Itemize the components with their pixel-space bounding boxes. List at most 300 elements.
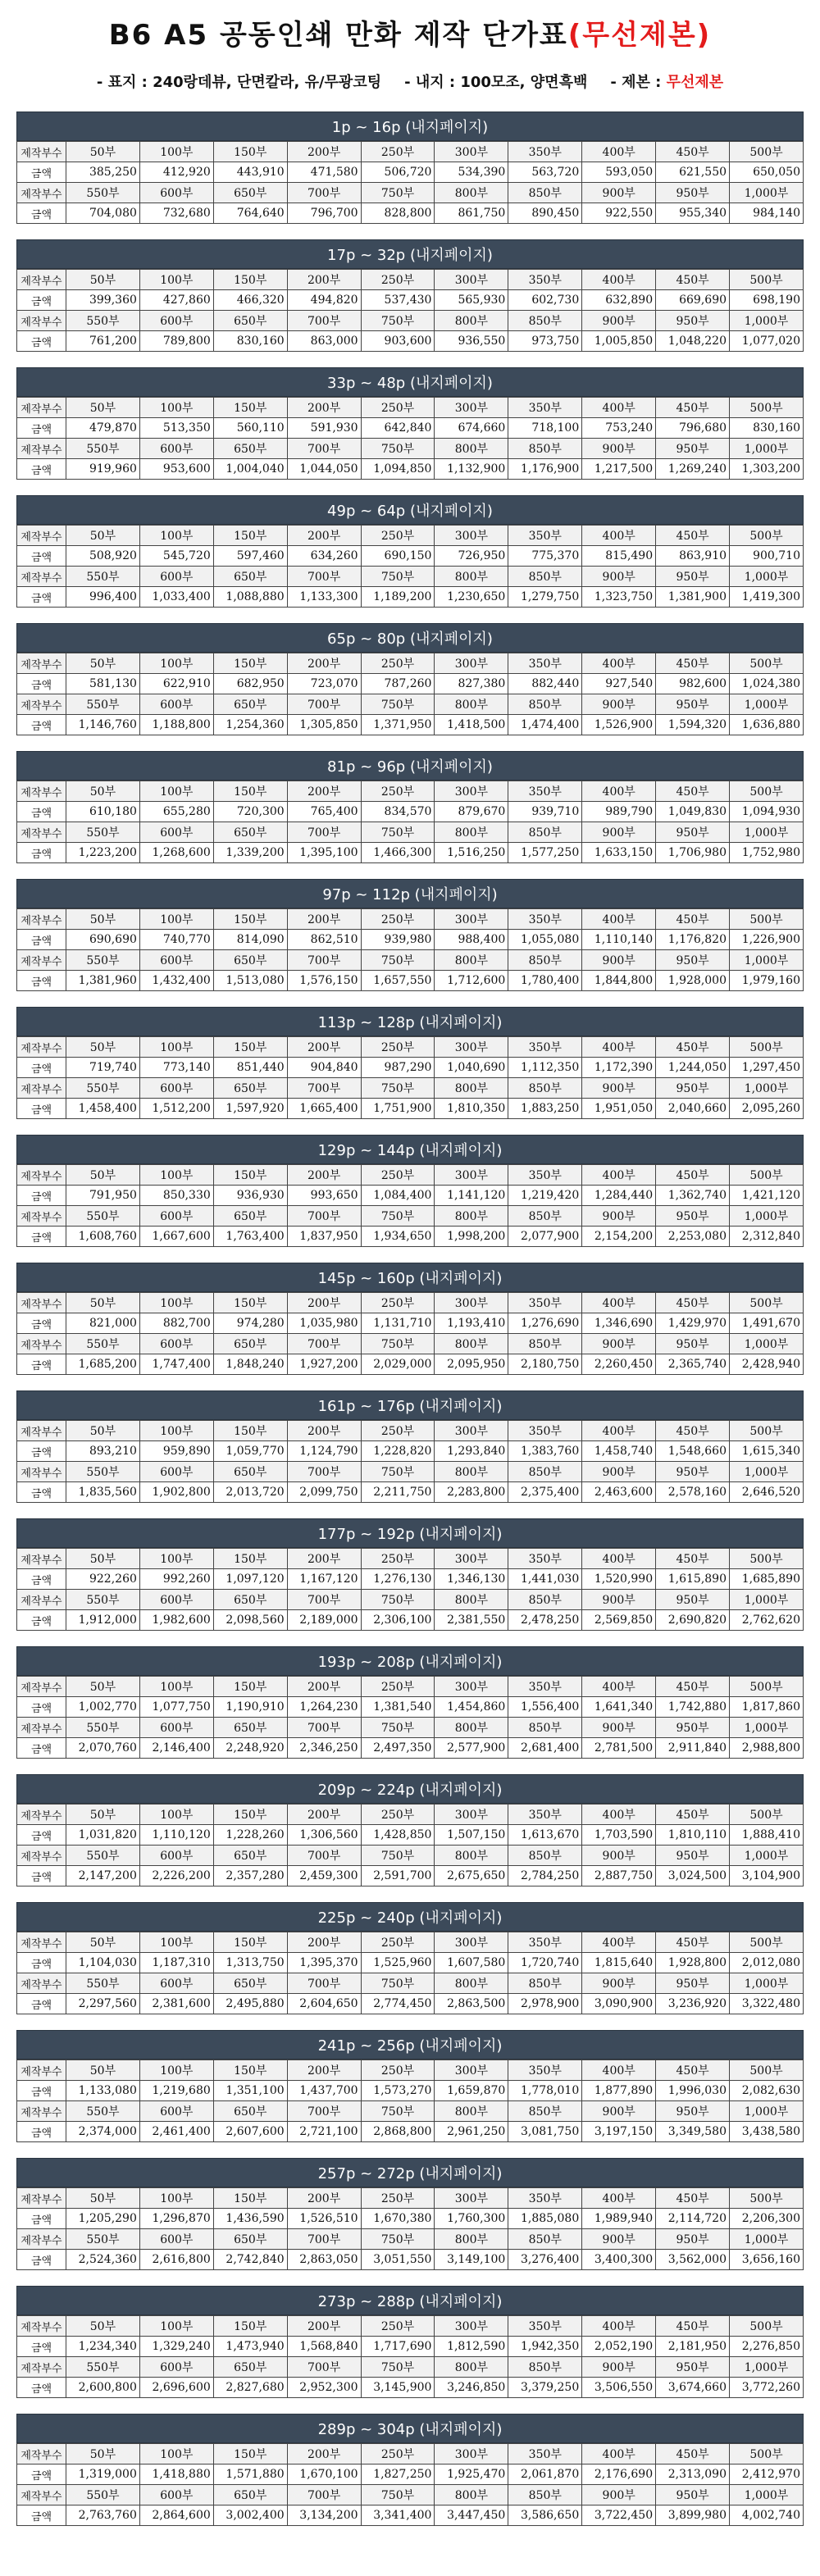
price-cell: 650,050 xyxy=(730,162,804,183)
price-cell: 2,616,800 xyxy=(139,2250,213,2270)
quantity-cell: 400부 xyxy=(582,1037,656,1058)
price-cell: 890,450 xyxy=(508,203,582,224)
quantity-cell: 150부 xyxy=(213,142,287,162)
price-cell: 1,751,900 xyxy=(361,1099,435,1119)
quantity-cell: 650부 xyxy=(213,2229,287,2250)
page-range-header: 161p ~ 176p (내지페이지) xyxy=(16,1390,804,1420)
price-cell: 1,458,400 xyxy=(66,1099,140,1119)
quantity-cell: 350부 xyxy=(508,1421,582,1441)
quantity-cell: 200부 xyxy=(287,142,361,162)
price-row-label: 금액 xyxy=(17,1441,66,1462)
price-cell: 1,381,900 xyxy=(656,587,730,608)
price-cell: 634,260 xyxy=(287,546,361,567)
price-cell: 1,513,080 xyxy=(213,971,287,991)
quantity-cell: 800부 xyxy=(435,1206,508,1227)
price-cell: 761,200 xyxy=(66,331,140,352)
price-cell: 1,474,400 xyxy=(508,715,582,735)
price-cell: 2,604,650 xyxy=(287,1994,361,2014)
quantity-row xyxy=(17,1590,804,1610)
price-cell: 1,526,900 xyxy=(582,715,656,735)
quantity-row xyxy=(17,1206,804,1227)
quantity-cell: 850부 xyxy=(508,1078,582,1099)
price-cell: 974,280 xyxy=(213,1313,287,1334)
quantity-cell: 100부 xyxy=(139,1165,213,1186)
price-row-label: 금액 xyxy=(17,930,66,950)
quantity-cell: 350부 xyxy=(508,1677,582,1697)
quantity-cell: 750부 xyxy=(361,1334,435,1354)
quantity-cell: 800부 xyxy=(435,1846,508,1866)
price-row xyxy=(17,290,804,311)
price-cell: 834,570 xyxy=(361,802,435,822)
price-cell: 851,440 xyxy=(213,1058,287,1078)
price-block xyxy=(16,751,804,879)
quantity-cell: 300부 xyxy=(435,2316,508,2337)
quantity-cell: 550부 xyxy=(66,694,140,715)
price-cell: 534,390 xyxy=(435,162,508,183)
price-cell: 1,928,800 xyxy=(656,1953,730,1973)
price-cell: 1,351,100 xyxy=(213,2081,287,2101)
price-cell: 2,868,800 xyxy=(361,2122,435,2142)
quantity-cell: 400부 xyxy=(582,909,656,930)
price-row xyxy=(17,1825,804,1846)
quantity-cell: 700부 xyxy=(287,1590,361,1610)
quantity-cell: 300부 xyxy=(435,1293,508,1313)
quantity-cell: 650부 xyxy=(213,567,287,587)
quantity-cell: 950부 xyxy=(656,183,730,203)
price-cell: 1,525,960 xyxy=(361,1953,435,1973)
price-cell: 1,024,380 xyxy=(730,674,804,694)
price-cell: 2,781,500 xyxy=(582,1738,656,1759)
quantity-cell: 100부 xyxy=(139,2316,213,2337)
quantity-row xyxy=(17,2357,804,2378)
quantity-cell: 100부 xyxy=(139,270,213,290)
quantity-cell: 300부 xyxy=(435,1932,508,1953)
price-cell: 1,133,080 xyxy=(66,2081,140,2101)
quantity-row xyxy=(17,653,804,674)
price-cell: 3,145,900 xyxy=(361,2378,435,2398)
quantity-cell: 700부 xyxy=(287,567,361,587)
price-cell: 479,870 xyxy=(66,418,140,439)
quantity-cell: 1,000부 xyxy=(730,1973,804,1994)
price-cell: 879,670 xyxy=(435,802,508,822)
qty-row-label: 제작부수 xyxy=(17,2357,66,2378)
quantity-row xyxy=(17,694,804,715)
price-cell: 1,276,130 xyxy=(361,1569,435,1590)
price-cell: 2,428,940 xyxy=(730,1354,804,1375)
price-cell: 1,381,960 xyxy=(66,971,140,991)
quantity-cell: 200부 xyxy=(287,1677,361,1697)
quantity-cell: 700부 xyxy=(287,2101,361,2122)
qty-row-label: 제작부수 xyxy=(17,398,66,418)
price-cell: 2,029,000 xyxy=(361,1354,435,1375)
quantity-cell: 850부 xyxy=(508,183,582,203)
price-row xyxy=(17,930,804,950)
quantity-cell: 700부 xyxy=(287,2229,361,2250)
quantity-cell: 950부 xyxy=(656,694,730,715)
price-table xyxy=(16,2059,804,2142)
price-cell: 2,226,200 xyxy=(139,1866,213,1886)
quantity-cell: 950부 xyxy=(656,1973,730,1994)
price-cell: 3,656,160 xyxy=(730,2250,804,2270)
price-row xyxy=(17,2209,804,2229)
quantity-cell: 800부 xyxy=(435,2485,508,2505)
price-cell: 2,412,970 xyxy=(730,2464,804,2485)
price-cell: 2,365,740 xyxy=(656,1354,730,1375)
price-cell: 1,615,890 xyxy=(656,1569,730,1590)
qty-row-label: 제작부수 xyxy=(17,822,66,843)
price-cell: 2,181,950 xyxy=(656,2337,730,2357)
price-cell: 1,297,450 xyxy=(730,1058,804,1078)
price-cell: 993,650 xyxy=(287,1186,361,1206)
price-cell: 796,680 xyxy=(656,418,730,439)
price-cell: 936,930 xyxy=(213,1186,287,1206)
quantity-cell: 400부 xyxy=(582,398,656,418)
quantity-cell: 450부 xyxy=(656,909,730,930)
quantity-cell: 600부 xyxy=(139,183,213,203)
quantity-cell: 700부 xyxy=(287,1846,361,1866)
quantity-cell: 50부 xyxy=(66,1677,140,1697)
quantity-cell: 650부 xyxy=(213,1334,287,1354)
quantity-cell: 50부 xyxy=(66,2444,140,2464)
price-row-label: 금액 xyxy=(17,1738,66,1759)
quantity-cell: 1,000부 xyxy=(730,567,804,587)
quantity-row xyxy=(17,1932,804,1953)
price-cell: 591,930 xyxy=(287,418,361,439)
price-cell: 1,228,260 xyxy=(213,1825,287,1846)
price-table xyxy=(16,1548,804,1631)
qty-row-label: 제작부수 xyxy=(17,2229,66,2250)
quantity-cell: 800부 xyxy=(435,2229,508,2250)
price-cell: 3,722,450 xyxy=(582,2505,656,2526)
price-row-label: 금액 xyxy=(17,331,66,352)
price-cell: 863,000 xyxy=(287,331,361,352)
price-cell: 2,988,800 xyxy=(730,1738,804,1759)
price-cell: 2,176,690 xyxy=(582,2464,656,2485)
quantity-cell: 900부 xyxy=(582,1206,656,1227)
price-row xyxy=(17,1953,804,1973)
price-block xyxy=(16,1774,804,1902)
qty-row-label: 제작부수 xyxy=(17,1549,66,1569)
quantity-cell: 600부 xyxy=(139,822,213,843)
price-cell: 1,577,250 xyxy=(508,843,582,863)
price-block xyxy=(16,2414,804,2542)
qty-row-label: 제작부수 xyxy=(17,909,66,930)
price-cell: 2,577,900 xyxy=(435,1738,508,1759)
quantity-cell: 200부 xyxy=(287,2444,361,2464)
price-cell: 2,681,400 xyxy=(508,1738,582,1759)
qty-row-label: 제작부수 xyxy=(17,1165,66,1186)
quantity-cell: 450부 xyxy=(656,1165,730,1186)
price-cell: 1,665,400 xyxy=(287,1099,361,1119)
price-cell: 1,094,850 xyxy=(361,459,435,480)
quantity-cell: 800부 xyxy=(435,439,508,459)
quantity-cell: 100부 xyxy=(139,653,213,674)
qty-row-label: 제작부수 xyxy=(17,653,66,674)
quantity-cell: 850부 xyxy=(508,822,582,843)
price-cell: 3,438,580 xyxy=(730,2122,804,2142)
price-block xyxy=(16,2030,804,2158)
price-cell: 3,090,900 xyxy=(582,1994,656,2014)
price-row xyxy=(17,1354,804,1375)
quantity-cell: 800부 xyxy=(435,822,508,843)
quantity-cell: 900부 xyxy=(582,950,656,971)
price-row xyxy=(17,2378,804,2398)
quantity-cell: 450부 xyxy=(656,526,730,546)
quantity-cell: 600부 xyxy=(139,1590,213,1610)
quantity-cell: 250부 xyxy=(361,909,435,930)
price-cell: 1,780,400 xyxy=(508,971,582,991)
quantity-row xyxy=(17,1421,804,1441)
price-cell: 1,254,360 xyxy=(213,715,287,735)
price-table xyxy=(16,2443,804,2526)
quantity-cell: 1,000부 xyxy=(730,1078,804,1099)
price-cell: 863,910 xyxy=(656,546,730,567)
quantity-cell: 300부 xyxy=(435,1165,508,1186)
price-cell: 1,437,700 xyxy=(287,2081,361,2101)
price-row xyxy=(17,2122,804,2142)
price-cell: 882,440 xyxy=(508,674,582,694)
quantity-cell: 300부 xyxy=(435,398,508,418)
price-cell: 2,248,920 xyxy=(213,1738,287,1759)
quantity-cell: 150부 xyxy=(213,909,287,930)
price-block xyxy=(16,495,804,623)
quantity-cell: 1,000부 xyxy=(730,1718,804,1738)
price-cell: 2,524,360 xyxy=(66,2250,140,2270)
price-cell: 1,657,550 xyxy=(361,971,435,991)
price-cell: 1,187,310 xyxy=(139,1953,213,1973)
price-cell: 1,329,240 xyxy=(139,2337,213,2357)
price-cell: 1,927,200 xyxy=(287,1354,361,1375)
quantity-cell: 50부 xyxy=(66,2060,140,2081)
quantity-cell: 150부 xyxy=(213,1932,287,1953)
price-cell: 2,211,750 xyxy=(361,1482,435,1503)
quantity-cell: 750부 xyxy=(361,567,435,587)
price-row-label: 금액 xyxy=(17,418,66,439)
price-cell: 1,685,890 xyxy=(730,1569,804,1590)
spec-cover: - 표지 : 240랑데뷰, 단면칼라, 유/무광코팅 xyxy=(96,74,382,91)
price-cell: 3,379,250 xyxy=(508,2378,582,2398)
quantity-cell: 450부 xyxy=(656,781,730,802)
quantity-cell: 550부 xyxy=(66,183,140,203)
price-table xyxy=(16,1676,804,1759)
price-table xyxy=(16,397,804,480)
quantity-cell: 1,000부 xyxy=(730,1206,804,1227)
price-cell: 919,960 xyxy=(66,459,140,480)
quantity-cell: 900부 xyxy=(582,2485,656,2505)
price-block xyxy=(16,367,804,495)
price-cell: 2,253,080 xyxy=(656,1227,730,1247)
price-cell: 1,810,350 xyxy=(435,1099,508,1119)
price-cell: 1,473,940 xyxy=(213,2337,287,2357)
qty-row-label: 제작부수 xyxy=(17,1805,66,1825)
quantity-row xyxy=(17,439,804,459)
quantity-row xyxy=(17,909,804,930)
price-cell: 1,827,250 xyxy=(361,2464,435,2485)
price-cell: 1,512,200 xyxy=(139,1099,213,1119)
qty-row-label: 제작부수 xyxy=(17,1973,66,1994)
price-cell: 3,400,300 xyxy=(582,2250,656,2270)
price-cell: 2,675,650 xyxy=(435,1866,508,1886)
price-cell: 563,720 xyxy=(508,162,582,183)
price-cell: 412,920 xyxy=(139,162,213,183)
price-cell: 1,104,030 xyxy=(66,1953,140,1973)
quantity-cell: 450부 xyxy=(656,2188,730,2209)
price-cell: 1,112,350 xyxy=(508,1058,582,1078)
quantity-cell: 100부 xyxy=(139,1932,213,1953)
price-row-label: 금액 xyxy=(17,843,66,863)
price-row xyxy=(17,1441,804,1462)
price-cell: 3,506,550 xyxy=(582,2378,656,2398)
price-cell: 593,050 xyxy=(582,162,656,183)
quantity-cell: 500부 xyxy=(730,1293,804,1313)
quantity-cell: 150부 xyxy=(213,1677,287,1697)
price-row xyxy=(17,1697,804,1718)
quantity-cell: 350부 xyxy=(508,1932,582,1953)
price-cell: 2,497,350 xyxy=(361,1738,435,1759)
price-row-label: 금액 xyxy=(17,2209,66,2229)
price-cell: 3,081,750 xyxy=(508,2122,582,2142)
quantity-cell: 900부 xyxy=(582,1590,656,1610)
price-cell: 1,989,940 xyxy=(582,2209,656,2229)
quantity-cell: 150부 xyxy=(213,398,287,418)
price-cell: 1,526,510 xyxy=(287,2209,361,2229)
quantity-cell: 250부 xyxy=(361,142,435,162)
quantity-cell: 650부 xyxy=(213,1590,287,1610)
quantity-cell: 450부 xyxy=(656,1677,730,1697)
price-cell: 2,052,190 xyxy=(582,2337,656,2357)
price-cell: 1,576,150 xyxy=(287,971,361,991)
price-cell: 1,747,400 xyxy=(139,1354,213,1375)
quantity-cell: 450부 xyxy=(656,1293,730,1313)
price-cell: 2,784,250 xyxy=(508,1866,582,1886)
price-table xyxy=(16,1420,804,1503)
page-range-header: 273p ~ 288p (내지페이지) xyxy=(16,2286,804,2315)
quantity-cell: 100부 xyxy=(139,398,213,418)
quantity-cell: 450부 xyxy=(656,653,730,674)
quantity-cell: 200부 xyxy=(287,1037,361,1058)
quantity-cell: 300부 xyxy=(435,1421,508,1441)
quantity-cell: 850부 xyxy=(508,2485,582,2505)
price-cell: 1,230,650 xyxy=(435,587,508,608)
quantity-cell: 500부 xyxy=(730,142,804,162)
price-cell: 399,360 xyxy=(66,290,140,311)
price-table xyxy=(16,1292,804,1375)
price-cell: 2,114,720 xyxy=(656,2209,730,2229)
quantity-cell: 650부 xyxy=(213,311,287,331)
quantity-cell: 50부 xyxy=(66,270,140,290)
price-cell: 1,608,760 xyxy=(66,1227,140,1247)
quantity-cell: 600부 xyxy=(139,311,213,331)
quantity-cell: 450부 xyxy=(656,2316,730,2337)
price-row xyxy=(17,587,804,608)
price-cell: 610,180 xyxy=(66,802,140,822)
price-cell: 1,268,600 xyxy=(139,843,213,863)
quantity-cell: 600부 xyxy=(139,2101,213,2122)
quantity-cell: 250부 xyxy=(361,2060,435,2081)
quantity-cell: 1,000부 xyxy=(730,2229,804,2250)
price-cell: 3,586,650 xyxy=(508,2505,582,2526)
price-cell: 602,730 xyxy=(508,290,582,311)
price-cell: 1,188,800 xyxy=(139,715,213,735)
page-title xyxy=(0,0,820,64)
price-cell: 3,447,450 xyxy=(435,2505,508,2526)
price-row xyxy=(17,674,804,694)
price-cell: 621,550 xyxy=(656,162,730,183)
price-cell: 718,100 xyxy=(508,418,582,439)
price-cell: 3,149,100 xyxy=(435,2250,508,2270)
quantity-cell: 50부 xyxy=(66,2316,140,2337)
price-cell: 2,463,600 xyxy=(582,1482,656,1503)
quantity-cell: 600부 xyxy=(139,694,213,715)
quantity-row xyxy=(17,1677,804,1697)
price-row xyxy=(17,1186,804,1206)
quantity-cell: 150부 xyxy=(213,1293,287,1313)
quantity-cell: 200부 xyxy=(287,909,361,930)
quantity-cell: 900부 xyxy=(582,1846,656,1866)
price-cell: 2,646,520 xyxy=(730,1482,804,1503)
quantity-row xyxy=(17,1805,804,1825)
price-cell: 1,703,590 xyxy=(582,1825,656,1846)
quantity-cell: 850부 xyxy=(508,1334,582,1354)
quantity-cell: 250부 xyxy=(361,1037,435,1058)
price-row-label: 금액 xyxy=(17,1099,66,1119)
price-cell: 1,636,880 xyxy=(730,715,804,735)
price-cell: 1,084,400 xyxy=(361,1186,435,1206)
price-cell: 1,615,340 xyxy=(730,1441,804,1462)
price-row-label: 금액 xyxy=(17,1610,66,1631)
quantity-cell: 750부 xyxy=(361,2485,435,2505)
price-cell: 1,837,950 xyxy=(287,1227,361,1247)
quantity-cell: 200부 xyxy=(287,2060,361,2081)
quantity-cell: 50부 xyxy=(66,653,140,674)
quantity-cell: 900부 xyxy=(582,822,656,843)
qty-row-label: 제작부수 xyxy=(17,1462,66,1482)
price-cell: 987,290 xyxy=(361,1058,435,1078)
price-cell: 2,381,600 xyxy=(139,1994,213,2014)
price-cell: 789,800 xyxy=(139,331,213,352)
price-cell: 1,752,980 xyxy=(730,843,804,863)
page-range-header: 145p ~ 160p (내지페이지) xyxy=(16,1263,804,1292)
quantity-cell: 450부 xyxy=(656,2060,730,2081)
price-cell: 1,641,340 xyxy=(582,1697,656,1718)
quantity-cell: 200부 xyxy=(287,1165,361,1186)
quantity-cell: 750부 xyxy=(361,2101,435,2122)
price-cell: 537,430 xyxy=(361,290,435,311)
price-cell: 1,844,800 xyxy=(582,971,656,991)
price-cell: 1,712,600 xyxy=(435,971,508,991)
price-cell: 2,189,000 xyxy=(287,1610,361,1631)
qty-row-label: 제작부수 xyxy=(17,1590,66,1610)
price-cell: 1,548,660 xyxy=(656,1441,730,1462)
price-cell: 1,306,560 xyxy=(287,1825,361,1846)
price-cell: 3,349,580 xyxy=(656,2122,730,2142)
price-cell: 1,951,050 xyxy=(582,1099,656,1119)
price-cell: 1,885,080 xyxy=(508,2209,582,2229)
price-cell: 922,550 xyxy=(582,203,656,224)
price-row xyxy=(17,1058,804,1078)
price-cell: 1,110,140 xyxy=(582,930,656,950)
quantity-cell: 300부 xyxy=(435,2188,508,2209)
quantity-cell: 250부 xyxy=(361,270,435,290)
price-row xyxy=(17,2337,804,2357)
page-range-header: 177p ~ 192p (내지페이지) xyxy=(16,1518,804,1548)
price-cell: 2,607,600 xyxy=(213,2122,287,2142)
quantity-cell: 650부 xyxy=(213,2485,287,2505)
price-cell: 1,305,850 xyxy=(287,715,361,735)
quantity-cell: 500부 xyxy=(730,1677,804,1697)
price-cell: 642,840 xyxy=(361,418,435,439)
price-cell: 1,454,860 xyxy=(435,1697,508,1718)
